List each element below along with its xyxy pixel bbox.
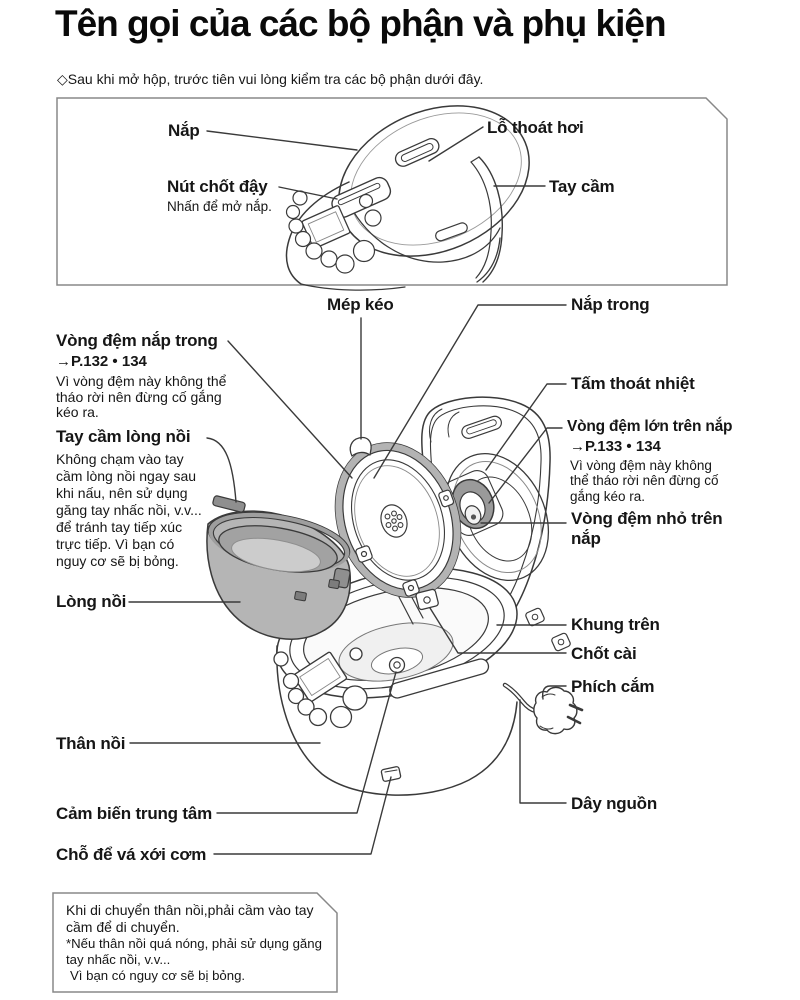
label-lid: Nắp xyxy=(168,121,200,140)
label-latch-button-sub: Nhấn để mở nắp. xyxy=(167,199,272,214)
top-view-cooker xyxy=(286,78,552,290)
label-pull-edge: Mép kéo xyxy=(327,295,394,314)
label-latch-button: Nút chốt đậy xyxy=(167,177,268,196)
label-pot-handle: Tay cầm lòng nồi xyxy=(56,427,191,446)
label-small-lid-gasket: Vòng đệm nhỏ trên nắp xyxy=(571,509,723,548)
label-side-handle: Tay cầm xyxy=(549,177,615,196)
block-pot-handle xyxy=(56,427,221,570)
page-title: Tên gọi của các bộ phận và phụ kiện xyxy=(55,3,666,44)
label-ladle-holder: Chỗ để vá xới cơm xyxy=(56,845,207,864)
label-pot-handle-note: Không chạm vào tay cầm lòng nồi ngay sau khi nấu, nên sử dụng găng tay nhấc nồi, v.v... để tránh tay tiếp xúc trực tiếp. Vì bạn có nguy cơ sẽ bị bỏng. xyxy=(56,451,202,569)
label-body: Thân nồi xyxy=(56,734,126,753)
label-upper-frame: Khung trên xyxy=(571,615,660,634)
intro-text: ◇Sau khi mở hộp, trước tiên vui lòng kiểm tra các bộ phận dưới đây. xyxy=(57,71,484,87)
note-text-2: *Nếu thân nồi quá nóng, phải sử dụng găng tay nhấc nồi, v.v... xyxy=(66,936,322,967)
label-latch-clip: Chốt cài xyxy=(571,644,637,663)
label-inner-pot: Lòng nồi xyxy=(56,592,127,611)
label-power-cord: Dây nguồn xyxy=(571,794,658,813)
label-plug: Phích cắm xyxy=(571,677,655,696)
label-large-lid-gasket: Vòng đệm lớn trên nắp xyxy=(567,418,733,435)
label-inner-lid-gasket-note: Vì vòng đệm này không thể tháo rời nên đừng cố gắng kéo ra. xyxy=(56,373,227,420)
hinge-bumps xyxy=(525,607,571,651)
note-text-1: Khi di chuyển thân nồi,phải cầm vào tay cầm để di chuyển. xyxy=(66,902,314,935)
center-sensor xyxy=(390,658,405,673)
label-heat-release-plate: Tấm thoát nhiệt xyxy=(571,374,695,393)
inner-pot xyxy=(204,495,354,639)
block-large-lid-gasket xyxy=(567,418,742,504)
note-text-3: Vì bạn có nguy cơ sẽ bị bỏng. xyxy=(70,968,246,983)
label-inner-lid: Nắp trong xyxy=(571,295,650,314)
label-inner-lid-gasket: Vòng đệm nắp trong xyxy=(56,331,218,350)
note-box xyxy=(66,902,334,984)
label-inner-lid-gasket-ref: →P.132 • 134 xyxy=(56,353,147,370)
label-steam-vent: Lỗ thoát hơi xyxy=(487,118,584,137)
label-large-lid-gasket-ref: →P.133 • 134 xyxy=(570,438,661,455)
label-large-lid-gasket-note: Vì vòng đệm này không thể tháo rời nên đừng cố gắng kéo ra. xyxy=(570,458,719,504)
label-center-sensor: Cảm biến trung tâm xyxy=(56,804,213,823)
block-inner-lid-gasket xyxy=(56,331,238,421)
